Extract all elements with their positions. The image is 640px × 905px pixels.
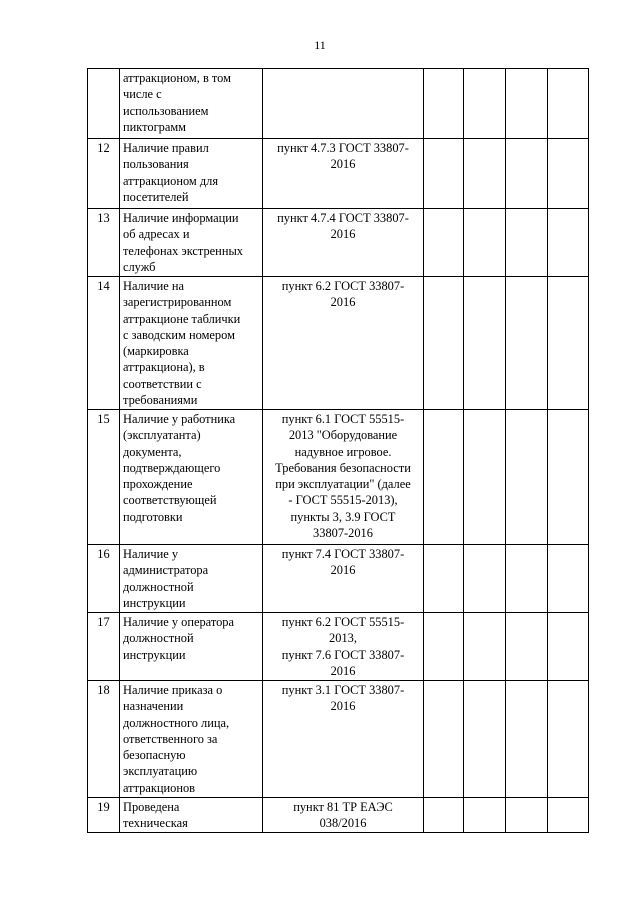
table-row [88,613,589,681]
empty-cell [424,681,464,798]
reference-cell: пункт 7.4 ГОСТ 33807- 2016 [263,545,424,613]
requirement-cell: Проведена техническая [120,798,263,833]
empty-cell [424,410,464,545]
table-row [88,545,589,613]
reference-cell: пункт 4.7.4 ГОСТ 33807- 2016 [263,209,424,277]
empty-cell [548,681,589,798]
empty-cell [464,277,506,410]
requirement-cell: аттракционом, в том числе с использованием пиктограмм [120,69,263,139]
empty-cell [506,139,548,209]
empty-cell [506,209,548,277]
requirement-cell: Наличие у оператора должностной инструкции [120,613,263,681]
reference-cell: пункт 4.7.3 ГОСТ 33807- 2016 [263,139,424,209]
empty-cell [506,798,548,833]
table-row [88,139,589,209]
checklist-table [87,68,589,833]
empty-cell [506,545,548,613]
empty-cell [464,613,506,681]
reference-cell: пункт 81 ТР ЕАЭС 038/2016 [263,798,424,833]
empty-cell [464,681,506,798]
empty-cell [464,545,506,613]
empty-cell [464,139,506,209]
empty-cell [424,613,464,681]
reference-cell [263,69,424,139]
empty-cell [424,69,464,139]
requirement-cell: Наличие у администратора должностной инструкции [120,545,263,613]
table-row [88,277,589,410]
empty-cell [548,798,589,833]
empty-cell [548,545,589,613]
row-number: 12 [88,139,120,209]
empty-cell [548,209,589,277]
reference-cell: пункт 3.1 ГОСТ 33807- 2016 [263,681,424,798]
empty-cell [548,277,589,410]
table-row [88,69,589,139]
empty-cell [424,798,464,833]
empty-cell [424,209,464,277]
row-number [88,69,120,139]
table-row [88,209,589,277]
row-number: 16 [88,545,120,613]
empty-cell [506,277,548,410]
row-number: 15 [88,410,120,545]
table-row [88,798,589,833]
empty-cell [506,410,548,545]
empty-cell [506,69,548,139]
row-number: 18 [88,681,120,798]
table-row [88,410,589,545]
empty-cell [464,410,506,545]
row-number: 14 [88,277,120,410]
requirement-cell: Наличие у работника (эксплуатанта) документа, подтверждающего прохождение соответствующей подготовки [120,410,263,545]
page-number: 11 [314,38,326,52]
row-number: 17 [88,613,120,681]
empty-cell [464,209,506,277]
empty-cell [424,139,464,209]
requirement-cell: Наличие информации об адресах и телефонах экстренных служб [120,209,263,277]
empty-cell [464,69,506,139]
empty-cell [548,410,589,545]
empty-cell [424,545,464,613]
row-number: 13 [88,209,120,277]
empty-cell [548,613,589,681]
table-body [88,69,589,833]
empty-cell [424,277,464,410]
requirement-cell: Наличие правил пользования аттракционом для посетителей [120,139,263,209]
reference-cell: пункт 6.2 ГОСТ 33807- 2016 [263,277,424,410]
requirement-cell: Наличие на зарегистрированном аттракционе таблички с заводским номером (маркировка аттракциона), в соответствии с требованиями [120,277,263,410]
empty-cell [506,613,548,681]
table-row [88,681,589,798]
requirement-cell: Наличие приказа о назначении должностного лица, ответственного за безопасную эксплуатацию аттракционов [120,681,263,798]
empty-cell [548,139,589,209]
empty-cell [506,681,548,798]
empty-cell [548,69,589,139]
row-number: 19 [88,798,120,833]
reference-cell: пункт 6.1 ГОСТ 55515- 2013 "Оборудование надувное игровое. Требования безопасности при эксплуатации" (далее - ГОСТ 55515-2013), пункты 3, 3.9 ГОСТ 33807-2016 [263,410,424,545]
reference-cell: пункт 6.2 ГОСТ 55515- 2013, пункт 7.6 ГОСТ 33807- 2016 [263,613,424,681]
empty-cell [464,798,506,833]
